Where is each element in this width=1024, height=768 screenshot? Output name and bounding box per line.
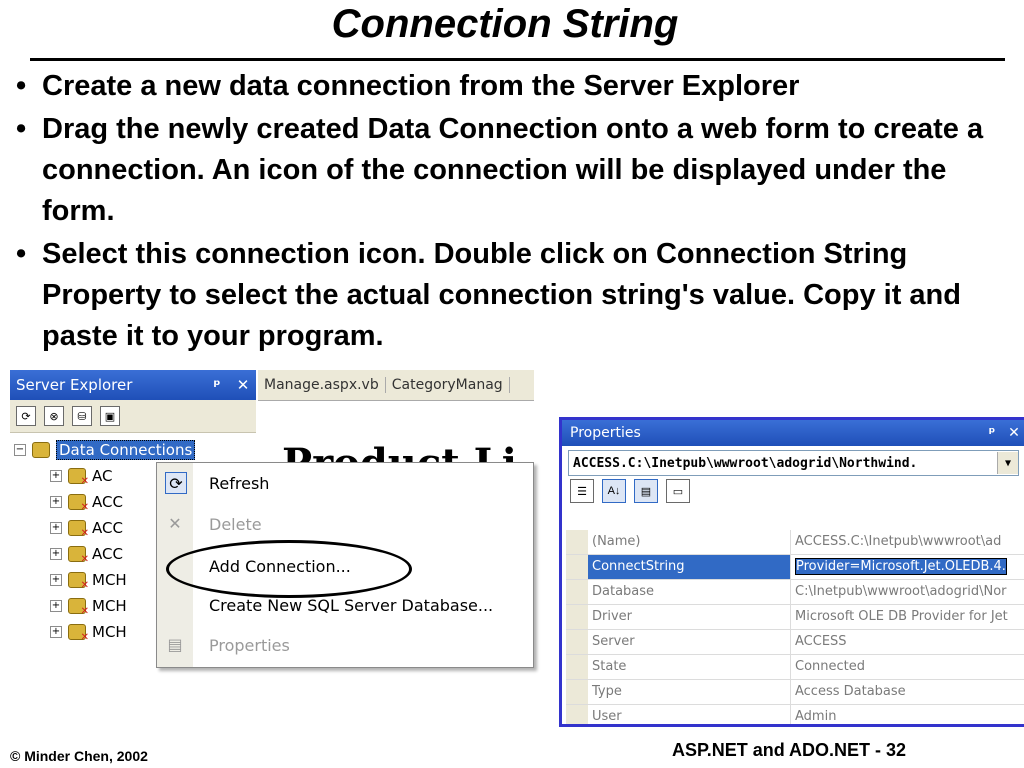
property-name: State <box>588 655 791 679</box>
property-value[interactable]: ACCESS <box>795 634 847 649</box>
tree-node-label[interactable]: MCH <box>92 597 127 615</box>
property-row[interactable] <box>566 705 1024 727</box>
property-name: Server <box>588 630 791 654</box>
bullet-item <box>16 66 1016 107</box>
footer-page-label: ASP.NET and ADO.NET - 32 <box>672 740 907 760</box>
properties-title: Properties <box>570 425 641 441</box>
tree-node-label[interactable]: MCH <box>92 571 127 589</box>
property-row[interactable] <box>566 605 1024 630</box>
tree-node-label[interactable]: Data Connections <box>56 440 195 460</box>
broken-connection-icon <box>68 598 86 614</box>
property-name: Database <box>588 580 791 604</box>
title-rule <box>30 58 1005 61</box>
pin-icon[interactable]: ᵖ <box>988 425 996 441</box>
delete-icon: ✕ <box>168 513 182 533</box>
tree-node-label[interactable]: AC <box>92 467 113 485</box>
tree-node-label[interactable]: ACC <box>92 519 123 537</box>
menu-item-refresh[interactable]: Refresh <box>209 474 270 493</box>
expand-icon[interactable]: + <box>51 548 61 559</box>
tab-manage-aspx-vb[interactable]: Manage.aspx.vb <box>258 377 386 393</box>
object-selector[interactable] <box>568 450 1019 476</box>
tree-node-label[interactable]: ACC <box>92 493 123 511</box>
bullet-text: Create a new data connection from the Server Explorer <box>42 70 800 102</box>
pin-icon[interactable]: ᵖ <box>213 376 221 394</box>
connect-to-server-icon[interactable]: ▣ <box>100 406 120 426</box>
broken-connection-icon <box>68 624 86 640</box>
property-row[interactable] <box>566 630 1024 655</box>
property-name: Type <box>588 680 791 704</box>
menu-item-delete[interactable]: Delete <box>209 515 262 534</box>
bullet-list <box>16 66 1016 359</box>
property-row[interactable] <box>566 655 1024 680</box>
menu-item-create-new-sql-server-database[interactable]: Create New SQL Server Database... <box>209 596 494 615</box>
property-value[interactable]: ACCESS.C:\Inetpub\wwwroot\ad <box>795 534 1002 549</box>
chevron-down-icon[interactable]: ▼ <box>997 452 1018 474</box>
tree-node-label[interactable]: MCH <box>92 623 127 641</box>
property-name: ConnectString <box>588 555 791 579</box>
broken-connection-icon <box>68 572 86 588</box>
refresh-icon[interactable]: ⟳ <box>16 406 36 426</box>
property-pages-icon[interactable]: ▭ <box>666 479 690 503</box>
property-row[interactable] <box>566 580 1024 605</box>
menu-item-properties[interactable]: Properties <box>209 636 290 655</box>
properties-titlebar <box>562 420 1024 446</box>
database-icon <box>32 442 50 458</box>
property-value[interactable] <box>791 555 1024 579</box>
server-explorer-titlebar <box>10 370 256 400</box>
slide-title: Connection String <box>331 2 679 46</box>
close-icon[interactable]: ✕ <box>1008 425 1020 441</box>
expand-icon[interactable]: + <box>51 522 61 533</box>
server-explorer-title: Server Explorer <box>16 376 133 394</box>
properties-view-icon[interactable]: ▤ <box>634 479 658 503</box>
property-value[interactable]: Access Database <box>795 684 906 699</box>
property-value-text[interactable]: Provider=Microsoft.Jet.OLEDB.4. <box>796 559 1006 574</box>
expand-icon[interactable]: + <box>51 574 61 585</box>
bullet-text: Select this connection icon. Double click on Connection String Property to select the actual connection string's value. Copy it and paste it to your program. <box>42 238 961 352</box>
broken-connection-icon <box>68 494 86 510</box>
categorized-icon[interactable]: ☰ <box>570 479 594 503</box>
broken-connection-icon <box>68 546 86 562</box>
property-value[interactable]: Connected <box>795 659 866 674</box>
property-value[interactable]: Admin <box>795 709 837 724</box>
properties-window <box>559 417 1024 727</box>
expand-icon[interactable]: + <box>51 600 61 611</box>
tree-node-data-connections[interactable] <box>10 437 256 463</box>
bullet-item <box>16 234 1016 357</box>
bullet-item <box>16 109 1016 232</box>
footer-copyright: © Minder Chen, 2002 <box>10 748 148 764</box>
property-name: (Name) <box>588 530 791 554</box>
property-row[interactable] <box>566 530 1024 555</box>
refresh-icon: ⟳ <box>165 472 187 494</box>
properties-icon: ▤ <box>167 634 183 654</box>
menu-item-add-connection[interactable]: Add Connection... <box>209 557 351 576</box>
bullet-glyph: • <box>16 70 27 102</box>
bullet-glyph: • <box>16 238 27 270</box>
collapse-icon[interactable]: − <box>15 444 25 455</box>
bullet-glyph: • <box>16 113 27 145</box>
editor-tabs <box>258 370 534 401</box>
object-selector-value: ACCESS.C:\Inetpub\wwwroot\adogrid\Northwind. <box>573 455 918 471</box>
highlight-ellipse <box>166 540 412 598</box>
property-value[interactable]: Microsoft OLE DB Provider for Jet <box>795 609 1008 624</box>
property-row[interactable] <box>566 680 1024 705</box>
property-name: User <box>588 705 791 727</box>
tab-category-manage[interactable]: CategoryManag <box>386 377 510 393</box>
tree-node-label[interactable]: ACC <box>92 545 123 563</box>
property-value[interactable]: C:\Inetpub\wwwroot\adogrid\Nor <box>795 584 1007 599</box>
property-name: Driver <box>588 605 791 629</box>
connect-to-database-icon[interactable]: ⛁ <box>72 406 92 426</box>
broken-connection-icon <box>68 520 86 536</box>
server-explorer-toolbar <box>10 400 256 433</box>
close-icon[interactable]: ✕ <box>236 376 250 394</box>
property-row-selected[interactable] <box>566 555 1024 580</box>
expand-icon[interactable]: + <box>51 470 61 481</box>
property-grid <box>566 530 1024 727</box>
broken-connection-icon <box>68 468 86 484</box>
alphabetical-icon[interactable]: A↓ <box>602 479 626 503</box>
properties-toolbar <box>562 476 1024 506</box>
bullet-text: Drag the newly created Data Connection onto a web form to create a connection. An icon of the connection will be displayed under the form. <box>42 113 984 227</box>
expand-icon[interactable]: + <box>51 626 61 637</box>
stop-icon[interactable]: ⊗ <box>44 406 64 426</box>
expand-icon[interactable]: + <box>51 496 61 507</box>
